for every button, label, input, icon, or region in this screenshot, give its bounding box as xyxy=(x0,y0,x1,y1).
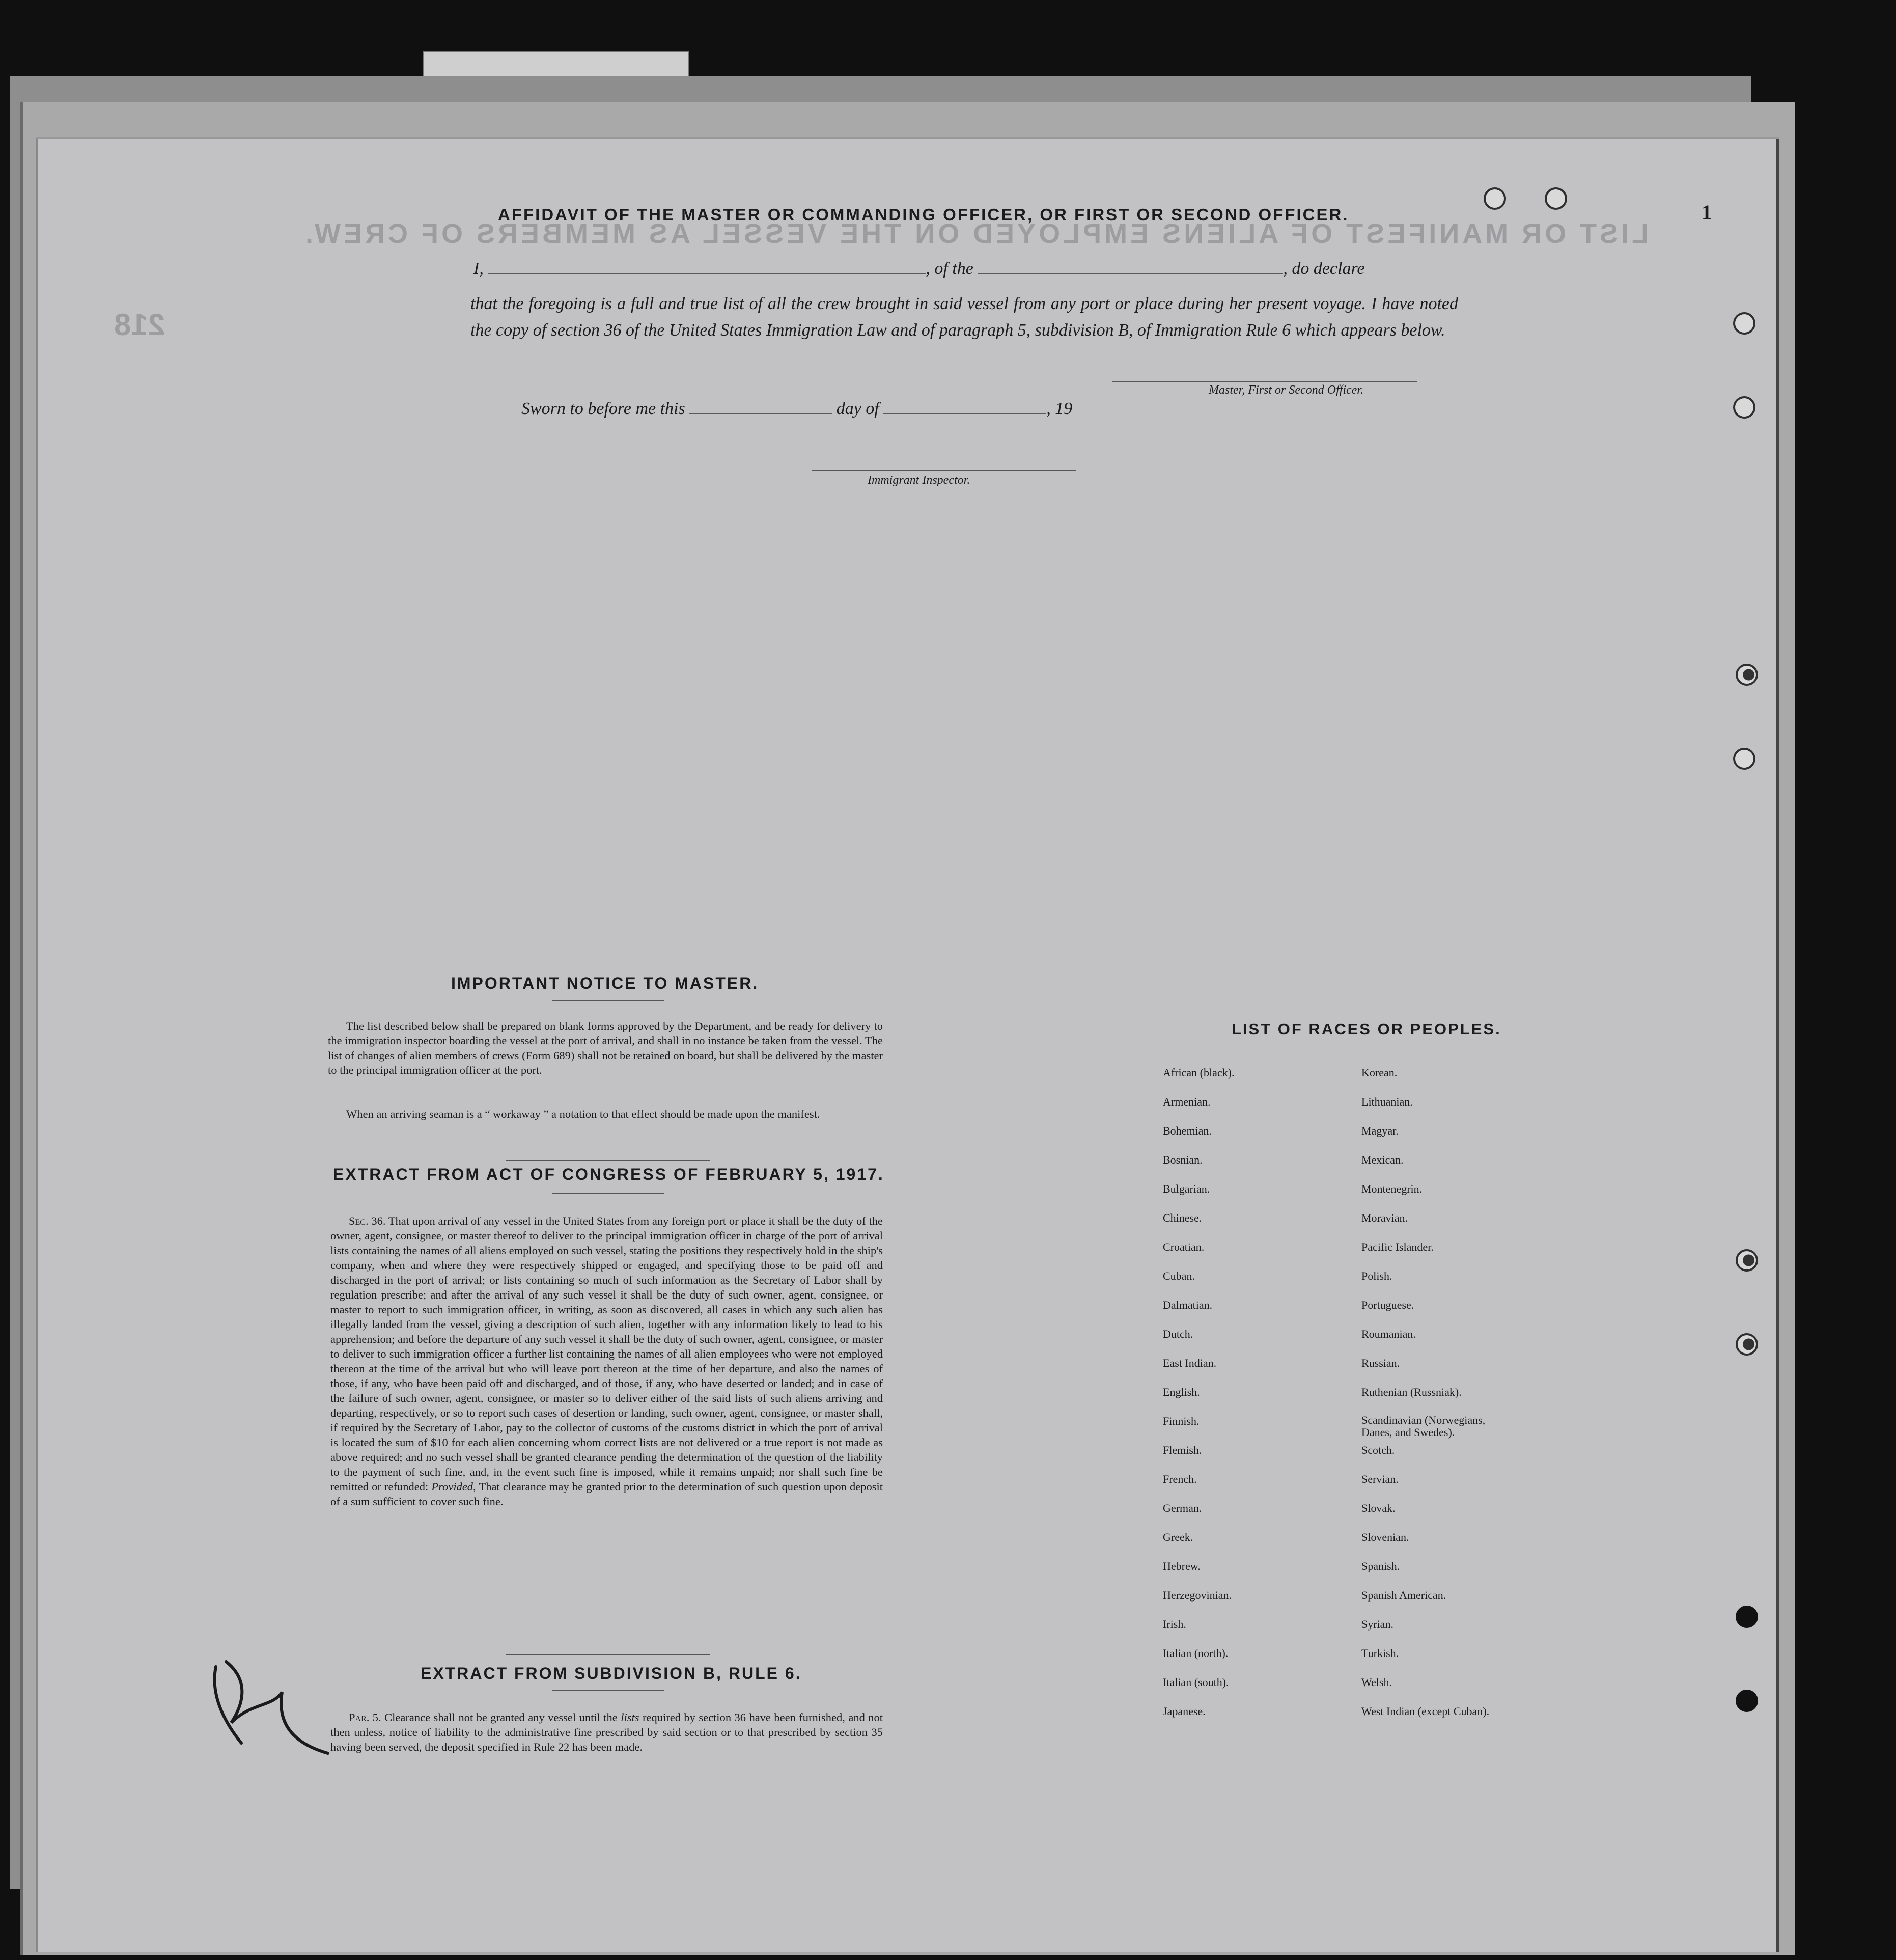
race-item: Scotch. xyxy=(1361,1444,1395,1456)
extract-rule-rule xyxy=(552,1690,664,1691)
notice-paragraph-2-text: When an arriving seaman is a “ workaway ” a notation to that effect should be made upon the manifest. xyxy=(346,1108,820,1120)
rule-text-b: required by section 36 have been furnished, and not then unless, notice of liability to the administrative fine prescribed by said section or to that prescribed by section 35 having been served, the deposit specified in Rule 22 has been made. xyxy=(330,1711,883,1753)
notice-paragraph-1-text: The list described below shall be prepared on blank forms approved by the Department, and be ready for delivery to the immigration inspector boarding the vessel at the port of arrival, and shall in no instance be taken from the vessel. The list of changes of alien members of crews (Form 689) shall not be retained on board, but shall be delivered by the master to the principal immigration officer at the port. xyxy=(328,1019,883,1076)
year-label: , 19 xyxy=(1046,399,1073,418)
bleed-through-title: LIST OR MANIFEST OF ALIENS EMPLOYED ON THE VESSEL AS MEMBERS OF CREW. xyxy=(302,218,1649,249)
race-item: Turkish. xyxy=(1361,1647,1399,1660)
month-blank[interactable] xyxy=(883,399,1046,414)
race-item: Polish. xyxy=(1361,1269,1392,1282)
race-item: Dalmatian. xyxy=(1163,1299,1213,1311)
race-item: Cuban. xyxy=(1163,1269,1195,1282)
race-item: Welsh. xyxy=(1361,1676,1392,1689)
race-item: Japanese. xyxy=(1163,1705,1206,1718)
race-item: Slovak. xyxy=(1361,1502,1396,1514)
section-text-end: That clearance may be granted prior to the determination of such question upon deposit of a sum sufficient to cover such fine. xyxy=(330,1480,883,1508)
race-item: Moravian. xyxy=(1361,1211,1408,1224)
declare-label: , do declare xyxy=(1283,259,1365,278)
race-item: Korean. xyxy=(1361,1066,1398,1079)
race-item: Spanish. xyxy=(1361,1560,1400,1572)
handwritten-mark xyxy=(206,1646,338,1758)
extract-rule-text xyxy=(330,1710,883,1754)
race-item: Dutch. xyxy=(1163,1328,1193,1340)
race-item: Hebrew. xyxy=(1163,1560,1201,1572)
name-blank[interactable] xyxy=(488,259,926,274)
notice-paragraph-2 xyxy=(328,1107,883,1121)
punch-hole xyxy=(1736,664,1758,686)
affidavit-title: AFFIDAVIT OF THE MASTER OR COMMANDING OFFICER, OR FIRST OR SECOND OFFICER. xyxy=(498,205,1349,224)
day-label: day of xyxy=(836,399,879,418)
race-item: Slovenian. xyxy=(1361,1531,1409,1543)
extract-act-rule xyxy=(552,1193,664,1194)
page-edge xyxy=(1776,139,1779,1952)
race-item: Italian (north). xyxy=(1163,1647,1229,1660)
signature-line xyxy=(1112,381,1417,382)
punch-hole xyxy=(1484,187,1506,210)
race-item: Spanish American. xyxy=(1361,1589,1446,1602)
section-rule xyxy=(506,1654,710,1655)
race-item: Armenian. xyxy=(1163,1095,1211,1108)
affidavit-body: that the foregoing is a full and true list of all the crew brought in said vessel from any port or place during her present voyage. I have noted the copy of section 36 of the United States Immigration Law and of paragraph 5, subdivision B, of Immigration Rule 6 which appears below. xyxy=(470,294,1458,340)
notice-title: IMPORTANT NOTICE TO MASTER. xyxy=(451,974,759,992)
race-item: African (black). xyxy=(1163,1066,1235,1079)
section-label: Sec. 36. xyxy=(349,1214,386,1227)
of-the-label: , of the xyxy=(926,259,973,278)
race-item: Croatian. xyxy=(1163,1240,1205,1253)
race-item: Italian (south). xyxy=(1163,1676,1229,1689)
par-label: Par. 5. xyxy=(349,1711,381,1724)
section-text: That upon arrival of any vessel in the United States from any foreign port or place it shall be the duty of the owner, agent, consignee, or master thereof to deliver to the principal immigration officer in charge of the port of arrival lists containing the names of all aliens employed on such vessel, stating the positions they respectively hold in the ship's company, when and where they were respectively shipped or engaged, and specifying those to be paid off and discharged in the port of arrival; or lists containing so much of such information as the Secretary of Labor shall by regulation prescribe; and after the arrival of any such vessel it shall be the duty of such owner, agent, consignee, or master to report to such immigration officer, in writing, as soon as discovered, all cases in which any such alien has illegally landed from the vessel, giving a description of such alien, together with any information likely to lead to his apprehension; and before the departure of any such vessel it shall be the duty of such owner, agent, consignee, or master to deliver to such immigration officer a further list containing the names of all alien employees who were not employed thereon at the time of the arrival but who will leave port thereon at the time of her departure, and also the names of those, if any, who have been paid off and discharged, and of those, if any, who have deserted or landed; and in case of the failure of such owner, agent, consignee, or master so to deliver either of the said lists of such aliens arriving and departing, respectively, or so to report such cases of desertion or landing, such owner, agent, consignee, or master shall, if required by the Secretary of Labor, pay to the collector of customs of the customs district in which the port of arrival is located the sum of $10 for each alien concerning whom correct lists are not delivered or a true report is not made as above required; and no such vessel shall be granted clearance pending the determination of the question of the liability to the payment of such fine, and, in the event such fine is imposed, while it remains unpaid; nor shall such fine be remitted or refunded: xyxy=(330,1214,883,1493)
day-blank[interactable] xyxy=(689,399,832,414)
inspector-line xyxy=(812,470,1076,471)
race-item: Greek. xyxy=(1163,1531,1193,1543)
race-item: German. xyxy=(1163,1502,1202,1514)
race-item: Roumanian. xyxy=(1361,1328,1416,1340)
lists-word: lists xyxy=(621,1711,639,1724)
punch-hole xyxy=(1736,1333,1758,1356)
race-item: Finnish. xyxy=(1163,1415,1200,1427)
race-item: East Indian. xyxy=(1163,1357,1217,1369)
section-rule xyxy=(506,1160,710,1161)
provided-label: Provided, xyxy=(431,1480,476,1493)
notice-paragraph-1 xyxy=(328,1018,883,1078)
extract-rule-title: EXTRACT FROM SUBDIVISION B, RULE 6. xyxy=(421,1664,802,1682)
sworn-label: Sworn to before me this xyxy=(521,399,685,418)
race-item: Mexican. xyxy=(1361,1153,1404,1166)
signature-caption: Master, First or Second Officer. xyxy=(1209,383,1363,397)
race-item: English. xyxy=(1163,1386,1200,1398)
race-item: Pacific Islander. xyxy=(1361,1240,1434,1253)
race-item: Bosnian. xyxy=(1163,1153,1203,1166)
punch-hole xyxy=(1733,396,1755,419)
punch-hole xyxy=(1736,1690,1758,1712)
extract-act-title: EXTRACT FROM ACT OF CONGRESS OF FEBRUARY 5, 1917. xyxy=(333,1165,884,1183)
extract-act-text xyxy=(330,1213,883,1509)
punch-hole xyxy=(1736,1606,1758,1628)
race-item: Syrian. xyxy=(1361,1618,1393,1631)
punch-hole xyxy=(1733,748,1755,770)
sworn-line xyxy=(521,399,1234,419)
race-item: Portuguese. xyxy=(1361,1299,1414,1311)
i-label: I, xyxy=(473,259,484,278)
race-item: Flemish. xyxy=(1163,1444,1202,1456)
race-item: Montenegrin. xyxy=(1361,1182,1423,1195)
manifest-page xyxy=(36,137,1779,1952)
race-item: West Indian (except Cuban). xyxy=(1361,1705,1490,1718)
punch-hole xyxy=(1733,312,1755,335)
rule-text-a: Clearance shall not be granted any vessel until the xyxy=(384,1711,618,1724)
races-column-1 xyxy=(1163,1066,1234,1733)
inspector-caption: Immigrant Inspector. xyxy=(868,474,970,487)
declaration-line xyxy=(473,259,1461,279)
race-item: French. xyxy=(1163,1473,1197,1485)
race-item: Lithuanian. xyxy=(1361,1095,1413,1108)
race-item: Russian. xyxy=(1361,1357,1400,1369)
punch-hole xyxy=(1545,187,1567,210)
race-item: Bulgarian. xyxy=(1163,1182,1210,1195)
race-item: Scandinavian (Norwegians, Danes, and Swedes). xyxy=(1361,1414,1486,1439)
races-column-2 xyxy=(1361,1066,1514,1733)
race-item: Chinese. xyxy=(1163,1211,1202,1224)
race-item: Irish. xyxy=(1163,1618,1186,1631)
race-item: Bohemian. xyxy=(1163,1124,1212,1137)
race-item: Magyar. xyxy=(1361,1124,1399,1137)
races-title: LIST OF RACES OR PEOPLES. xyxy=(1232,1020,1501,1038)
notice-rule xyxy=(552,1000,664,1001)
race-item: Herzegovinian. xyxy=(1163,1589,1232,1602)
race-item: Ruthenian (Russniak). xyxy=(1361,1386,1462,1398)
bleed-through-number: 218 xyxy=(114,308,165,342)
punch-hole xyxy=(1736,1249,1758,1272)
vessel-blank[interactable] xyxy=(978,259,1283,274)
page-number: 1 xyxy=(1702,201,1712,224)
race-item: Servian. xyxy=(1361,1473,1399,1485)
